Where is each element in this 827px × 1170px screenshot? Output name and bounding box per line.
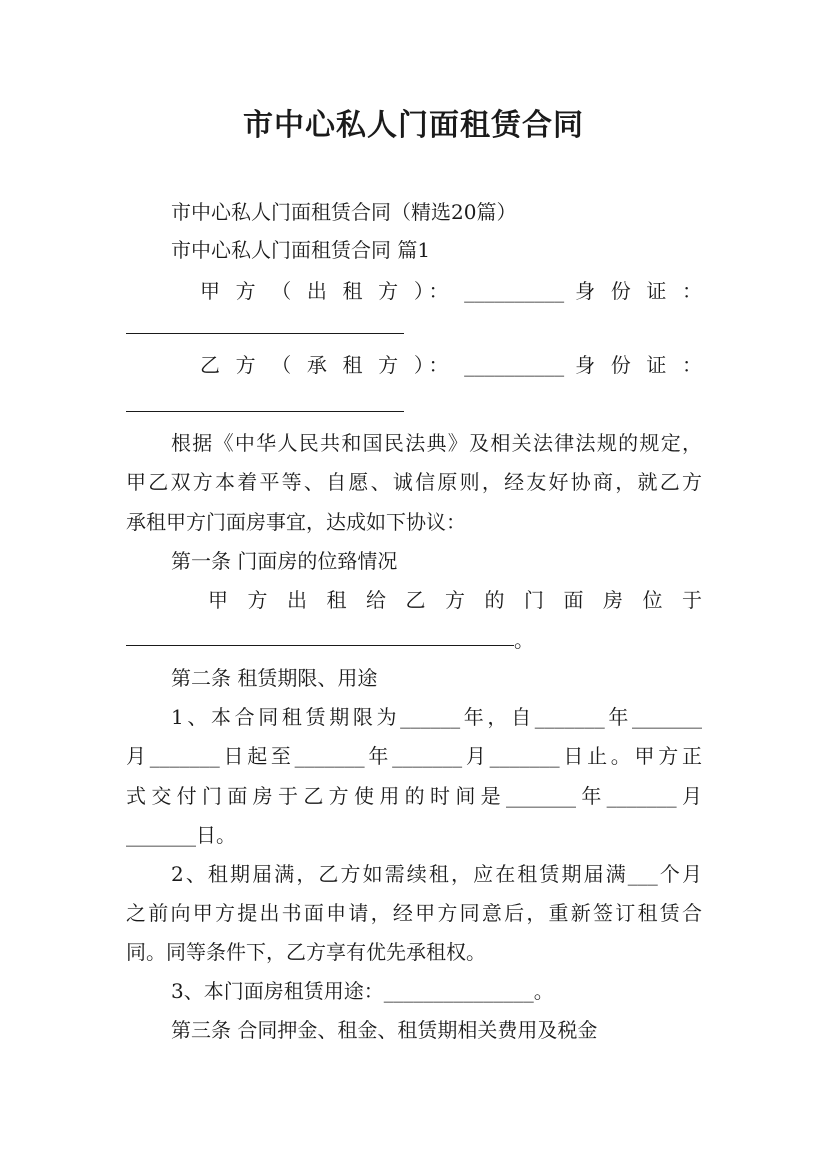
- party-b-line: 乙 方 （ 承 租 方 ）： __________ 身 份 证 ：: [200, 353, 702, 377]
- intro-paragraph-line-1: 根据《中华人民共和国民法典》及相关法律法规的规定，: [171, 431, 702, 455]
- article-2-heading: 第二条 租赁期限、用途: [171, 666, 378, 690]
- party-a-line: 甲 方 （ 出 租 方 ）： __________ 身 份 证 ：: [200, 279, 702, 303]
- article-2-clause-3: 3、本门面房租赁用途：_______________。: [171, 979, 554, 1003]
- article-2-clause-1-line-4: _______日。: [126, 823, 236, 847]
- article-2-clause-2-line-2: 之前向甲方提出书面申请，经甲方同意后，重新签订租赁合: [126, 901, 702, 925]
- article-2-clause-2-line-1: 2、租期届满，乙方如需续租，应在租赁期届满___个月: [171, 862, 702, 886]
- document-title: 市中心私人门面租赁合同: [243, 108, 584, 143]
- article-1-end: 。: [514, 628, 534, 652]
- party-a-id-blank: [126, 333, 404, 334]
- article-2-clause-1-line-2: 月_______日起至_______年_______月_______日止。甲方正: [126, 744, 702, 768]
- article-1-heading: 第一条 门面房的位臵情况: [171, 549, 398, 573]
- document-subtitle: 市中心私人门面租赁合同（精选20篇）: [171, 200, 517, 224]
- article-2-clause-1-line-1: 1、本合同租赁期限为______年，自_______年_______: [171, 705, 702, 729]
- article-1-text: 甲 方 出 租 给 乙 方 的 门 面 房 位 于: [208, 588, 702, 612]
- party-b-id-blank: [126, 411, 404, 412]
- article-2-clause-1-line-3: 式交付门面房于乙方使用的时间是_______年_______月: [126, 784, 702, 808]
- intro-paragraph-line-3: 承租甲方门面房事宜，达成如下协议：: [126, 510, 466, 534]
- article-3-heading: 第三条 合同押金、租金、租赁期相关费用及税金: [171, 1018, 598, 1042]
- location-blank: [126, 645, 514, 646]
- article-2-clause-2-line-3: 同。同等条件下，乙方享有优先承租权。: [126, 940, 486, 964]
- intro-paragraph-line-2: 甲乙双方本着平等、自愿、诚信原则，经友好协商，就乙方: [126, 470, 702, 494]
- section-heading: 市中心私人门面租赁合同 篇1: [171, 238, 431, 262]
